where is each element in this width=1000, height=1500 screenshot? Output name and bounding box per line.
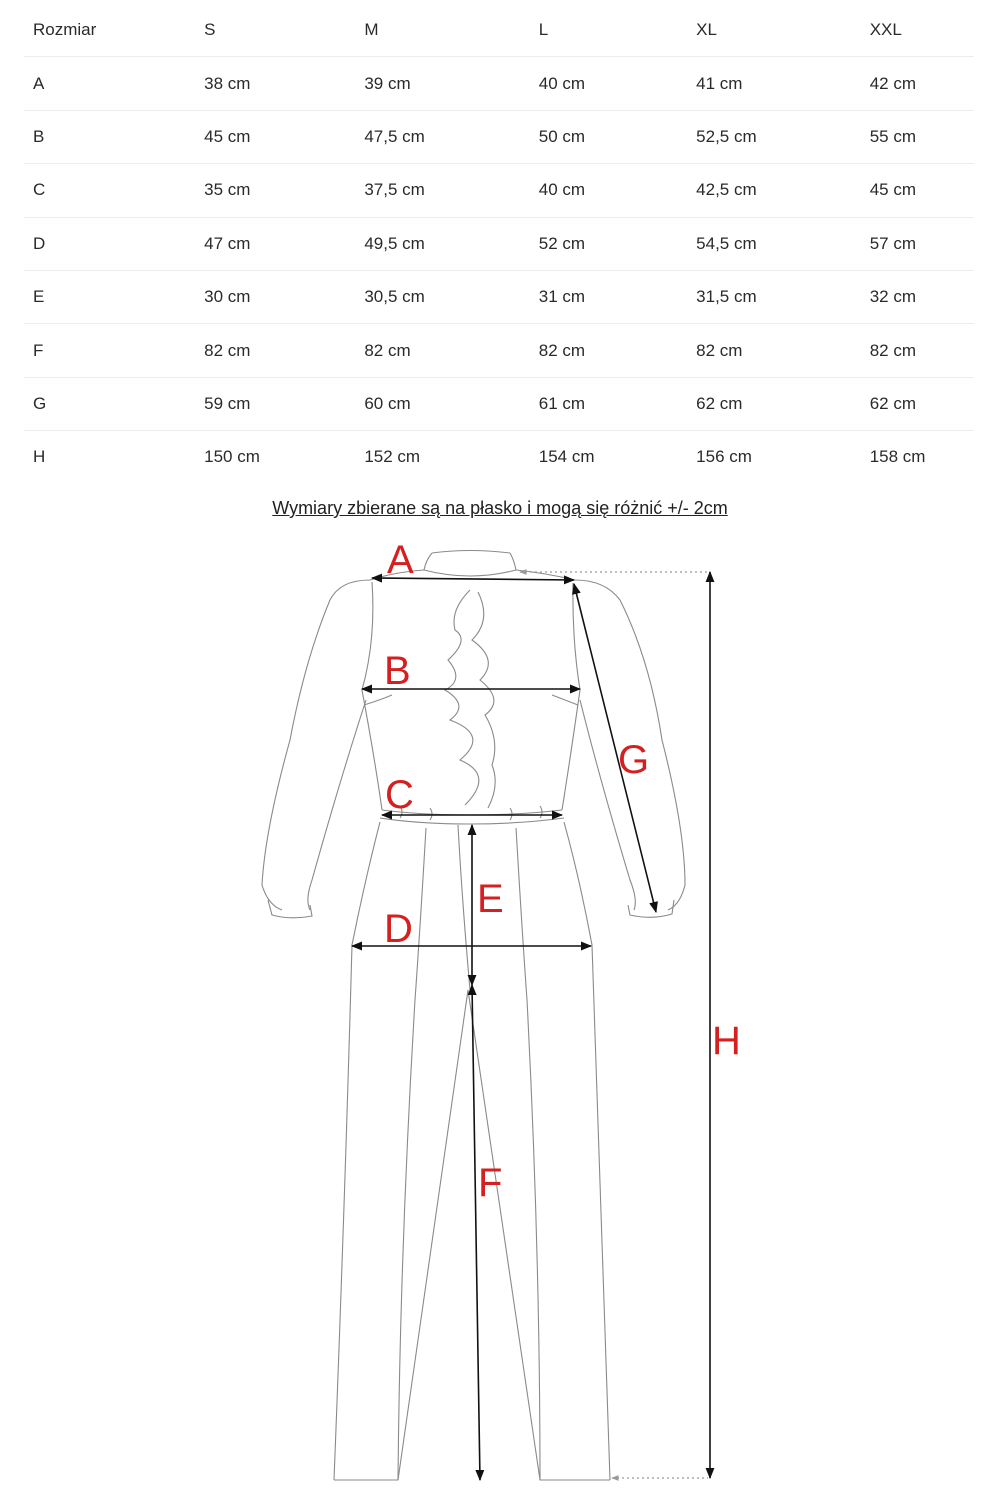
table-cell: 49,5 cm — [355, 217, 529, 270]
table-cell: 50 cm — [530, 110, 687, 163]
row-label: E — [24, 270, 195, 323]
table-cell: 60 cm — [355, 377, 529, 430]
table-row — [24, 324, 974, 377]
table-cell: 38 cm — [195, 57, 355, 110]
table-cell: 32 cm — [861, 270, 974, 323]
table-cell: 45 cm — [195, 110, 355, 163]
row-label: G — [24, 377, 195, 430]
table-cell: 57 cm — [861, 217, 974, 270]
table-cell: 42 cm — [861, 57, 974, 110]
row-label: F — [24, 324, 195, 377]
table-cell: 40 cm — [530, 164, 687, 217]
table-row — [24, 164, 974, 217]
table-cell: 82 cm — [530, 324, 687, 377]
table-cell: 152 cm — [364, 447, 421, 467]
dimension-label-b: B — [384, 649, 411, 693]
row-label: A — [24, 57, 195, 110]
table-row — [24, 431, 974, 484]
dimension-line-f — [472, 985, 480, 1480]
table-cell: 41 cm — [687, 57, 861, 110]
table-cell: 62 cm — [687, 377, 861, 430]
row-label: D — [24, 217, 195, 270]
table-cell: 45 cm — [861, 164, 974, 217]
table-row — [24, 377, 974, 430]
row-label: B — [24, 110, 195, 163]
table-cell: 35 cm — [195, 164, 355, 217]
table-cell: 54,5 cm — [687, 217, 861, 270]
table-cell: 52,5 cm — [687, 110, 861, 163]
table-cell: 37,5 cm — [355, 164, 529, 217]
measurement-note: Wymiary zbierane są na płasko i mogą się różnić +/- 2cm — [272, 498, 728, 518]
size-table — [24, 4, 974, 484]
row-label: H — [33, 447, 46, 467]
table-cell: 156 cm — [696, 447, 752, 467]
dimension-label-g: G — [618, 738, 650, 782]
table-cell: 47,5 cm — [355, 110, 529, 163]
header-cell-s: S — [195, 4, 355, 57]
table-cell: 47 cm — [195, 217, 355, 270]
jumpsuit-measurement-diagram — [0, 530, 1000, 1500]
table-cell: 62 cm — [861, 377, 974, 430]
row-label: C — [24, 164, 195, 217]
table-cell: 82 cm — [195, 324, 355, 377]
header-cell-xxl: XXL — [861, 4, 974, 57]
table-row — [24, 110, 974, 163]
table-row — [24, 57, 974, 110]
table-cell: 82 cm — [687, 324, 861, 377]
table-row — [24, 270, 974, 323]
table-cell: 82 cm — [355, 324, 529, 377]
table-cell: 59 cm — [195, 377, 355, 430]
dimension-label-c: C — [385, 773, 414, 817]
dimension-label-d: D — [384, 907, 413, 951]
table-header-row — [24, 4, 974, 57]
table-cell: 39 cm — [355, 57, 529, 110]
table-cell: 31,5 cm — [687, 270, 861, 323]
header-cell-m: M — [355, 4, 529, 57]
table-cell: 61 cm — [530, 377, 687, 430]
table-row — [24, 217, 974, 270]
table-cell: 40 cm — [530, 57, 687, 110]
table-cell: 30 cm — [195, 270, 355, 323]
dimension-label-h: H — [712, 1019, 741, 1063]
table-cell: 42,5 cm — [687, 164, 861, 217]
header-cell-xl: XL — [687, 4, 861, 57]
dimension-label-f: F — [478, 1161, 503, 1205]
table-cell: 55 cm — [861, 110, 974, 163]
table-cell: 30,5 cm — [355, 270, 529, 323]
table-cell: 154 cm — [538, 447, 595, 467]
table-cell: 52 cm — [530, 217, 687, 270]
dimension-label-a: A — [387, 538, 414, 582]
table-cell: 150 cm — [204, 447, 260, 467]
table-cell: 158 cm — [869, 447, 926, 467]
table-cell: 31 cm — [530, 270, 687, 323]
table-cell: 82 cm — [861, 324, 974, 377]
dimension-label-e: E — [477, 877, 504, 921]
header-cell-size: Rozmiar — [24, 4, 195, 57]
header-cell-l: L — [530, 4, 687, 57]
jumpsuit-outline — [262, 551, 685, 1481]
